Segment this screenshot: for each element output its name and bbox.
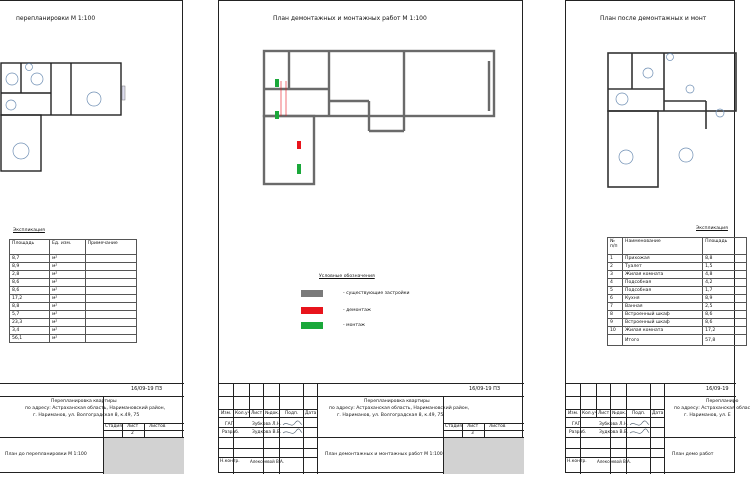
name-cell: Ванная (623, 303, 703, 311)
area-cell: 1,7 (703, 287, 747, 295)
table-row (10, 255, 137, 263)
area-cell: 8,6 (703, 311, 747, 319)
unit-cell: м² (49, 271, 85, 279)
signature-scribble (628, 419, 650, 439)
floor-plan-works (219, 1, 524, 201)
stamp-header: Дата (305, 411, 317, 416)
signature-scribble (281, 419, 303, 439)
table-row (10, 295, 137, 303)
area-cell: 4,8 (703, 271, 747, 279)
column-header: Площадь (703, 238, 747, 255)
area-cell: 23,3 (10, 319, 50, 327)
stamp-header: Кол.уч (235, 411, 251, 416)
area-cell: 8,6 (10, 279, 50, 287)
drawing-sheet-after (565, 0, 750, 473)
name-cell: Встроенный шкаф (623, 319, 703, 327)
table-row (608, 287, 747, 295)
num-cell: 8 (608, 311, 623, 319)
signer-role: ГАП (572, 422, 581, 427)
signer-role: Разраб. (222, 430, 240, 435)
logo-area (104, 438, 184, 474)
legend-label: - существующие застройки (343, 291, 410, 296)
area-cell: 8,7 (10, 255, 50, 263)
column-header: Площадь (10, 240, 50, 255)
name-cell: Прихожая (623, 255, 703, 263)
signer-role: Н.контр. (567, 459, 587, 464)
document-code: 16/09-19 ПЗ (469, 386, 501, 392)
floor-plan-before (0, 1, 184, 201)
area-cell: 3,4 (10, 327, 50, 335)
signer-name: Зубкова Л.Н. (599, 422, 629, 427)
table-row (608, 255, 747, 263)
name-cell: Кухня (623, 295, 703, 303)
num-cell: 4 (608, 279, 623, 287)
num-cell: 10 (608, 327, 623, 335)
table-row (608, 271, 747, 279)
name-cell: Подсобная (623, 287, 703, 295)
sheet-title: План демонтажных и монтажных работ М 1:100 (273, 15, 427, 22)
sheet-header: Лист (467, 424, 479, 429)
signer-role: Разраб. (569, 430, 587, 435)
name-cell: Туалет (623, 263, 703, 271)
explication-table (607, 237, 747, 346)
total-label: Итого (623, 335, 703, 346)
stamp-header: Изм. (568, 411, 579, 416)
stamp-header: Дата (652, 411, 664, 416)
column-header: Наименование (623, 238, 703, 255)
project-line-2: по адресу: Астраханская облас (674, 406, 750, 411)
signer-role: ГАП (225, 422, 234, 427)
document-code: 16/09-19 (706, 386, 729, 392)
num-cell: 7 (608, 303, 623, 311)
signer-role: Н.контр. (220, 459, 240, 464)
legend-label: - демонтаж (343, 308, 372, 313)
legend-swatch-demolition (301, 307, 323, 314)
table-row (10, 335, 137, 343)
name-cell: Встроенный шкаф (623, 311, 703, 319)
area-cell: 5,7 (10, 311, 50, 319)
sheet-title: План после демонтажных и монт (600, 15, 707, 22)
drawing-sheet-works (218, 0, 523, 473)
unit-cell: м² (49, 255, 85, 263)
stage-header: Стадия (105, 424, 122, 429)
stamp-header: Подп. (632, 411, 646, 416)
stamp-header: Лист (251, 411, 263, 416)
stamp-header: Изм. (221, 411, 232, 416)
unit-cell: м² (49, 327, 85, 335)
num-cell: 3 (608, 271, 623, 279)
sheet-title: перепланировки М 1:100 (16, 15, 96, 22)
logo-area (444, 438, 524, 474)
legend-swatch-installation (301, 322, 323, 329)
signer-name: Зубкова Л.Н. (252, 422, 282, 427)
table-row (608, 279, 747, 287)
sheet-number: 3 (471, 431, 474, 436)
total-row (608, 335, 747, 346)
unit-cell: м² (49, 335, 85, 343)
area-cell: 17,2 (10, 295, 50, 303)
project-line-2: по адресу: Астраханская область, Наримановский район, (25, 406, 166, 411)
unit-cell: м² (49, 319, 85, 327)
area-cell: 17,2 (703, 327, 747, 335)
explication-table (9, 239, 137, 343)
name-cell: Жилая комната (623, 271, 703, 279)
table-row (10, 271, 137, 279)
column-header: № п/п (608, 238, 623, 255)
stamp-header: Подп. (285, 411, 299, 416)
sheet-name: План демо работ (672, 452, 714, 457)
sheet-header: Лист (127, 424, 139, 429)
stamp-header: №док. (612, 411, 627, 416)
total-value: 57,8 (703, 335, 747, 346)
table-row (10, 263, 137, 271)
area-cell: 2,8 (10, 271, 50, 279)
num-cell: 2 (608, 263, 623, 271)
table-row (608, 327, 747, 335)
project-line-3: г. Нариманов, ул. Волгоградская 8, к.49, 75 (33, 413, 140, 418)
area-cell: 8,9 (10, 263, 50, 271)
stamp-header: Лист (598, 411, 610, 416)
table-row (10, 319, 137, 327)
unit-cell: м² (49, 263, 85, 271)
column-header: Примечание (85, 240, 136, 255)
legend-title: Условные обозначения (319, 274, 375, 279)
table-row (608, 319, 747, 327)
name-cell: Подсобная (623, 279, 703, 287)
legend-swatch-existing (301, 290, 323, 297)
signer-name: Зудкова В.В. (599, 430, 629, 435)
legend-label: - монтаж (343, 323, 366, 328)
unit-cell: м² (49, 295, 85, 303)
area-cell: 8,8 (10, 303, 50, 311)
area-cell: 1,5 (703, 263, 747, 271)
num-cell: 5 (608, 287, 623, 295)
table-row (608, 311, 747, 319)
column-header: Ед. изм. (49, 240, 85, 255)
unit-cell: м² (49, 311, 85, 319)
table-row (608, 263, 747, 271)
sheet-name: План до перепланировки М 1:100 (5, 452, 87, 457)
area-cell: 4,2 (703, 279, 747, 287)
project-line-3: г. Нариманов, ул. Е (684, 413, 731, 418)
signer-name: Зудкова В.В. (252, 430, 282, 435)
explication-title: Экспликация (13, 228, 45, 233)
floor-plan-after (566, 1, 736, 201)
area-cell: 8,6 (703, 319, 747, 327)
num-cell: 9 (608, 319, 623, 327)
table-row (10, 303, 137, 311)
signer-name: Алексеевой В.А. (250, 459, 284, 464)
unit-cell: м² (49, 287, 85, 295)
project-line-1: Перепланировка квартиры (364, 399, 430, 404)
project-line-1: Перепланиро (706, 399, 739, 404)
document-code: 16/09-19 ПЗ (131, 386, 163, 392)
signer-name: Алексеевой В.А. (597, 459, 631, 464)
area-cell: 56,1 (10, 335, 50, 343)
area-cell: 8,8 (703, 255, 747, 263)
stamp-header: Кол.уч (582, 411, 598, 416)
project-line-2: по адресу: Астраханская область, Наримановский район, (329, 406, 470, 411)
sheets-header: Листов (149, 424, 166, 429)
project-line-3: г. Нариманов, ул. Волгоградская 8, к.49, 75 (337, 413, 444, 418)
area-cell: 2,5 (703, 303, 747, 311)
table-row (10, 311, 137, 319)
num-cell: 1 (608, 255, 623, 263)
area-cell: 8,6 (10, 287, 50, 295)
project-line-1: Перепланировка квартиры (51, 399, 117, 404)
table-row (10, 327, 137, 335)
area-cell: 8,9 (703, 295, 747, 303)
num-cell: 6 (608, 295, 623, 303)
sheets-header: Листов (489, 424, 506, 429)
explication-title: Экспликация (696, 226, 728, 231)
sheet-name: План демонтажных и монтажных работ М 1:100 (325, 452, 443, 457)
stamp-header: №док. (265, 411, 280, 416)
table-row (608, 303, 747, 311)
unit-cell: м² (49, 303, 85, 311)
drawing-sheet-before (0, 0, 183, 473)
sheet-number: 2 (131, 431, 134, 436)
name-cell: Жилая комната (623, 327, 703, 335)
stage-header: Стадия (445, 424, 462, 429)
unit-cell: м² (49, 279, 85, 287)
table-row (10, 279, 137, 287)
table-row (608, 295, 747, 303)
table-row (10, 287, 137, 295)
